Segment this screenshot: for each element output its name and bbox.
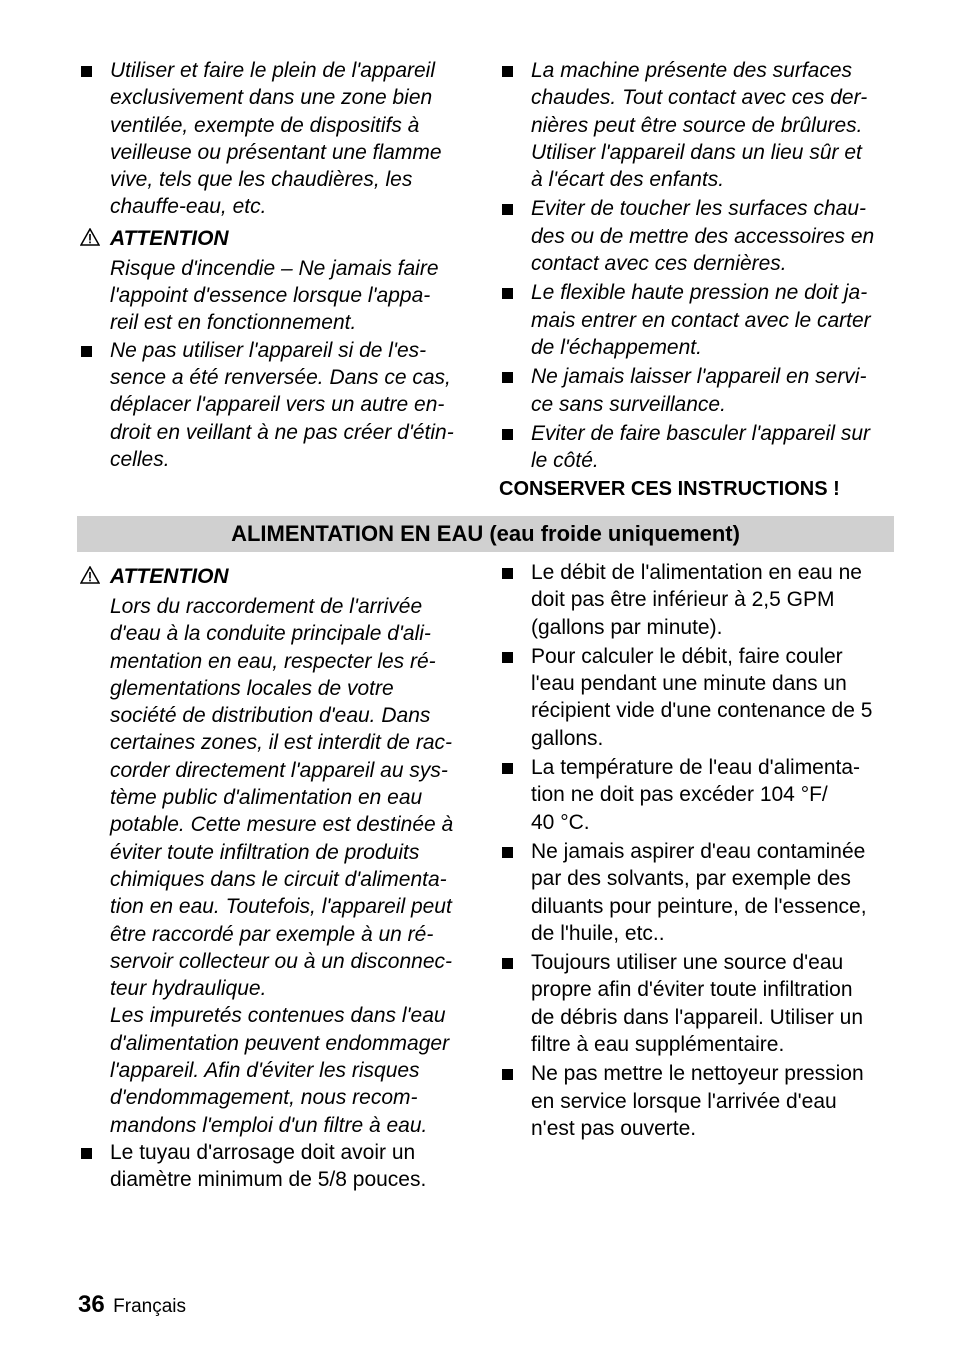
bottom-left-column — [78, 559, 498, 1196]
bottom-right-column — [499, 559, 919, 1144]
list-item — [499, 57, 919, 193]
list-item — [78, 1139, 498, 1194]
language-label: Français — [113, 1296, 187, 1317]
list-item-text: Le débit de l'alimentation en eau ne doit pas être inférieur à 2,5 GPM (gallons par minute). — [531, 561, 862, 639]
list-item-text: La température de l'eau d'alimenta- tion ne doit pas excéder 104 °F/ 40 °C. — [531, 756, 861, 834]
list-item-text: Ne jamais aspirer d'eau contaminée par des solvants, par exemple des diluants pour peinture, de l'essence, de l'huile, etc.. — [531, 839, 867, 945]
warning-icon — [80, 566, 100, 584]
list-item — [78, 57, 498, 221]
attention-label: ATTENTION — [110, 565, 229, 588]
attention-label: ATTENTION — [110, 226, 229, 250]
square-bullet-icon — [502, 958, 513, 969]
list-item-text: Toujours utiliser une source d'eau propre afin d'éviter toute infiltration de débris dans l'appareil. Utiliser un filtre à eau supplémentaire. — [531, 951, 864, 1057]
list-item — [78, 337, 498, 473]
conserve-instructions: CONSERVER CES INSTRUCTIONS ! — [499, 478, 840, 501]
list-item — [499, 363, 919, 418]
list-item — [499, 754, 919, 836]
list-item — [499, 279, 919, 361]
square-bullet-icon — [81, 346, 92, 357]
list-item-text: Le tuyau d'arrosage doit avoir un diamètre minimum de 5/8 pouces. — [110, 1140, 427, 1192]
square-bullet-icon — [502, 204, 513, 215]
list-item-text: Ne pas mettre le nettoyeur pression en service lorsque l'arrivée d'eau n'est pas ouverte. — [531, 1062, 864, 1140]
list-item — [499, 420, 919, 475]
square-bullet-icon — [81, 66, 92, 77]
top-left-column — [78, 57, 498, 475]
list-item-text: La machine présente des surfaces chaudes. Tout contact avec ces der- nières peut être source de brûlures. Utiliser l'appareil dans un lieu sûr et à l'écart des enfants. — [531, 59, 868, 192]
attention-body — [78, 255, 498, 337]
list-item-text: Ne jamais laisser l'appareil en servi- ce sans surveillance. — [531, 365, 867, 416]
list-item-text: Eviter de faire basculer l'appareil sur le côté. — [531, 421, 871, 473]
list-item-text: Pour calculer le débit, faire couler l'eau pendant une minute dans un récipient vide d'une contenance de 5 gallons. — [531, 644, 873, 750]
page-footer — [78, 1291, 186, 1319]
list-item — [499, 559, 919, 641]
attention-text: Risque d'incendie – Ne jamais faire l'appoint d'essence lorsque l'appa- reil est en fonctionnement. — [110, 256, 439, 335]
square-bullet-icon — [502, 288, 513, 299]
list-item — [499, 838, 919, 947]
warning-icon — [80, 228, 100, 246]
top-right-column — [499, 57, 919, 503]
list-item-text: Eviter de toucher les surfaces chau- des ou de mettre des accessoires en contact avec ces dernières. — [531, 197, 875, 276]
square-bullet-icon — [502, 1069, 513, 1080]
section-title: ALIMENTATION EN EAU (eau froide uniquement) — [77, 516, 894, 552]
attention-heading — [78, 225, 498, 252]
attention-heading — [78, 563, 498, 590]
square-bullet-icon — [502, 847, 513, 858]
square-bullet-icon — [502, 763, 513, 774]
list-item-text: Utiliser et faire le plein de l'appareil exclusivement dans une zone bien ventilée, exempte de dispositifs à veilleuse ou présentant une flamme vive, tels que les chaudières, les chauffe-eau, etc. — [110, 59, 442, 219]
square-bullet-icon — [502, 652, 513, 663]
square-bullet-icon — [502, 568, 513, 579]
square-bullet-icon — [81, 1148, 92, 1159]
list-item — [499, 949, 919, 1058]
square-bullet-icon — [502, 429, 513, 440]
attention-text: Lors du raccordement de l'arrivée d'eau à la conduite principale d'ali- mentation en eau, respecter les ré- glementations locales de votre société de distribution d'eau. Dans certaines zones, il est interdit de rac- corder directement l'appareil au sys- tème public d'alimentation en eau potable. Cette mesure est destinée à éviter toute infiltration de produits chimiques dans le circuit d'alimenta- tion en eau. Toutefois, l'appareil peut être raccordé par exemple à un ré- servoir collecteur ou à un disconnec- teur hydraulique. Les impuretés contenues dans l'eau d'alimentation peuvent endommager l'appareil. Afin d'éviter les risques d'endommagement, nous recom- mandons l'emploi d'un filtre à eau. — [110, 595, 454, 1137]
square-bullet-icon — [502, 66, 513, 77]
list-item — [499, 1060, 919, 1142]
list-item — [499, 195, 919, 277]
page-number: 36 — [78, 1291, 105, 1318]
list-item-text: Ne pas utiliser l'appareil si de l'es- sence a été renversée. Dans ce cas, déplacer l'appareil vers un autre en- droit en veillant à ne pas créer d'étin- celles. — [110, 338, 454, 471]
list-item-text: Le flexible haute pression ne doit ja- mais entrer en contact avec le carter de l'échappement. — [531, 281, 871, 359]
attention-body — [78, 593, 498, 1139]
list-item — [499, 643, 919, 752]
square-bullet-icon — [502, 372, 513, 383]
